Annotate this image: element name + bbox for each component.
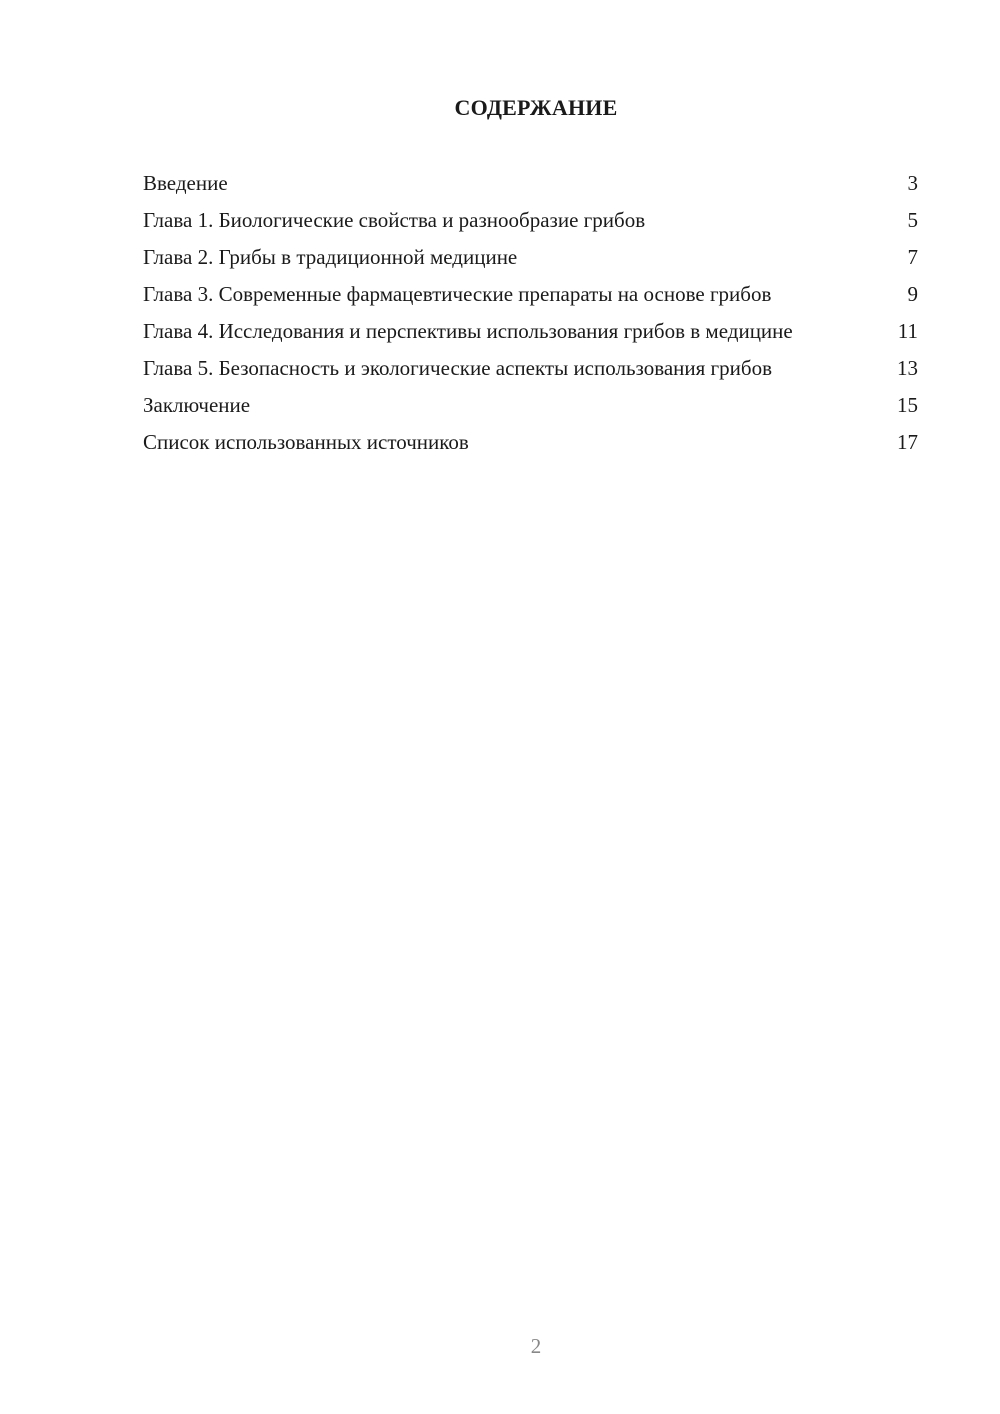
toc-entry-page: 7 <box>907 245 918 269</box>
toc-entry-text: Список использованных источников <box>143 430 469 454</box>
toc-entry-chapter-3 <box>143 281 918 308</box>
toc-entry-page: 3 <box>907 171 918 195</box>
toc-entry-text: Введение <box>143 171 228 195</box>
toc-entry-page: 9 <box>907 282 918 306</box>
toc-entry-chapter-4 <box>143 318 918 345</box>
toc-entry-page: 11 <box>897 319 918 343</box>
toc-entry-chapter-1 <box>143 207 918 234</box>
toc-entry-text: Глава 2. Грибы в традиционной медицине <box>143 245 518 269</box>
toc-entry-chapter-2 <box>143 244 918 271</box>
toc-entry-page: 5 <box>907 208 918 232</box>
toc-entry-text: Глава 1. Биологические свойства и разнообразие грибов <box>143 208 646 232</box>
toc-entry-page: 17 <box>897 430 918 454</box>
toc-entry-page: 15 <box>897 393 918 417</box>
toc-entry-conclusion <box>143 392 918 419</box>
toc-entry-introduction <box>143 170 918 197</box>
toc-entry-text: Глава 4. Исследования и перспективы использования грибов в медицине <box>143 319 793 343</box>
page-number: 2 <box>530 1334 542 1358</box>
toc-title: СОДЕРЖАНИЕ <box>454 95 618 120</box>
toc-entry-text: Заключение <box>143 393 251 417</box>
toc-entry-page: 13 <box>897 356 918 380</box>
toc-entry-references <box>143 429 918 456</box>
toc-entry-chapter-5 <box>143 355 918 382</box>
table-of-contents <box>143 170 918 466</box>
toc-entry-text: Глава 3. Современные фармацевтические препараты на основе грибов <box>143 282 772 306</box>
toc-entry-text: Глава 5. Безопасность и экологические аспекты использования грибов <box>143 356 772 380</box>
